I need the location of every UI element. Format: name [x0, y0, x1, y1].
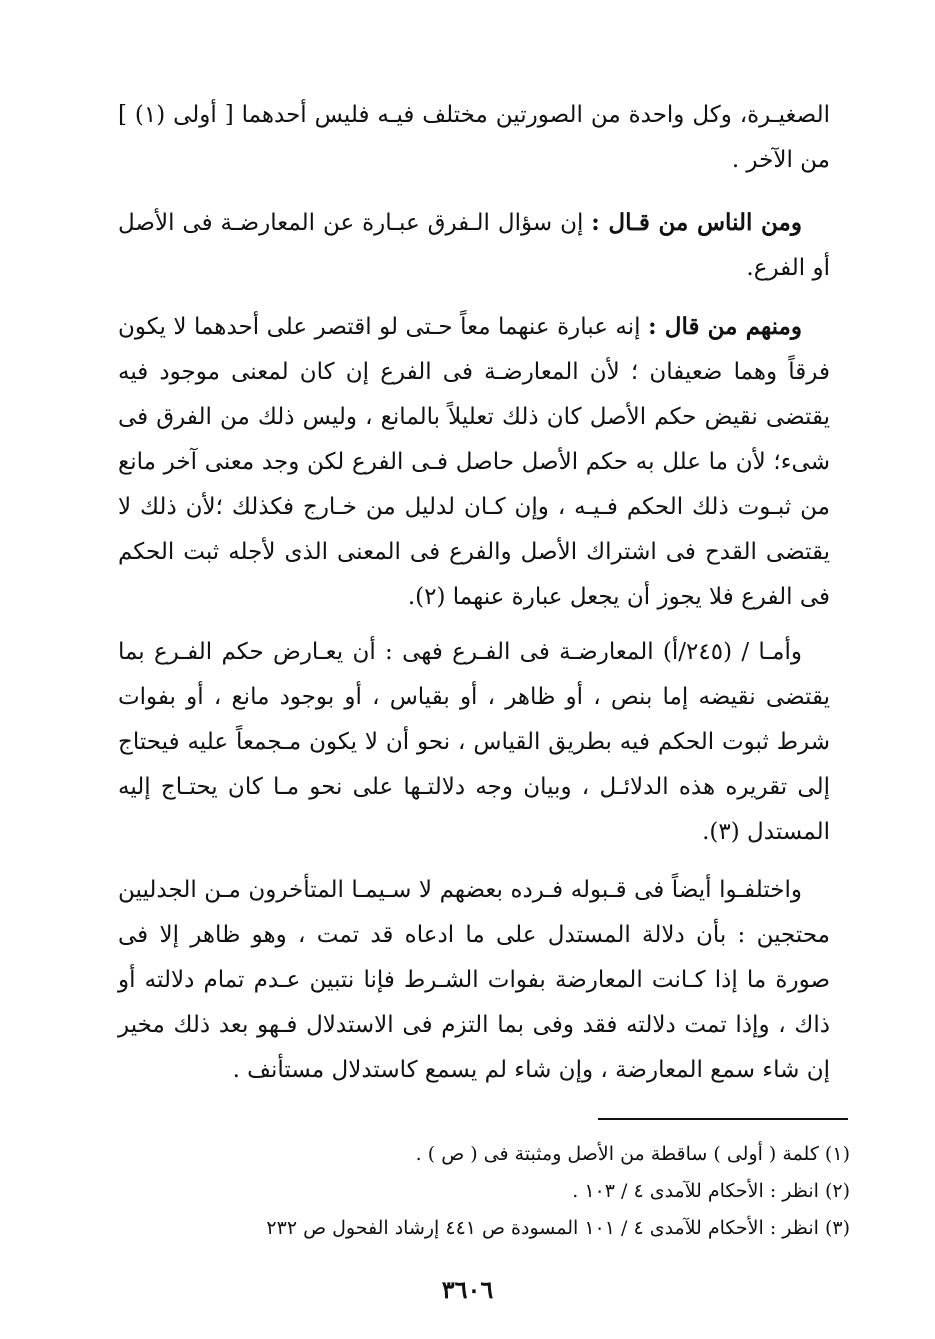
paragraph-2 [118, 200, 830, 291]
footnote-2: (٢) انظر : الأحكام للآمدى ٤ / ١٠٣ . [572, 1180, 850, 1202]
footnote-1: (١) كلمة ( أولى ) ساقطة من الأصل ومثبتة فى ( ص ) . [415, 1143, 850, 1165]
page-number: ٣٦٠٦ [441, 1275, 494, 1304]
main-text-5 [118, 868, 830, 1093]
main-text-3 [118, 304, 830, 620]
paragraph-2-lead: ومن الناس من قـال : [591, 209, 802, 236]
footnotes [150, 1136, 850, 1247]
paragraph-5 [118, 868, 830, 1093]
paragraph-1 [118, 92, 830, 183]
main-text [118, 92, 830, 183]
main-text-2 [118, 200, 830, 291]
paragraph-4-text: وأمـا / (٢٤٥/أ) المعارضـة فى الفـرع فهى : أن يعـارض حكم الفـرع بما يقتضى نقيضه إما بنص ، أو ظاهر ، أو بقياس ، أو بوجود مانع ، أو بفوات شرط ثبوت الحكم فيه بطريق القياس ، نحو أن لا يكون مـجمعاً عليه فيحتاج إلى تقريره هذه الدلائـل ، وبيان وجه دلالتـها على نحو مـا كان يحتـاج إليه المستدل (٣). [118, 639, 830, 845]
paragraph-3 [118, 304, 830, 620]
footnote-separator [598, 1118, 848, 1120]
paragraph-3-text: إنه عبارة عنهما معاً حـتى لو اقتصر على أحدهما لا يكون فرقاً وهما ضعيفان ؛ لأن المعارضـة فى الفرع إن كان لمعنى موجود فيه يقتضى نقيض حكم الأصل كان ذلك تعليلاً بالمانع ، وليس ذلك من الفرق فى شىء؛ لأن ما علل به حكم الأصل حاصل فـى الفرع لكن وجد معنى آخر مانع من ثبـوت ذلك الحكم فـيـه ، وإن كـان لدليل من خـارج فكذلك ؛لأن ذلك لا يقتضى القدح فى اشتراك الأصل والفرع فى المعنى الذى لأجله ثبت الحكم فى الفرع فلا يجوز أن يجعل عبارة عنهما (٢). [118, 314, 830, 610]
paragraph-3-lead: ومنهم من قال : [648, 313, 802, 340]
footnote-3: (٣) انظر : الأحكام للآمدى ٤ / ١٠١ المسودة ص ٤٤١ إرشاد الفحول ص ٢٣٢ [266, 1217, 850, 1239]
paragraph-5-text: واختلفـوا أيضاً فى قـبوله فـرده بعضهم لا سـيمـا المتأخرون مـن الجدليين محتجين : بأن دلالة المستدل على ما ادعاه قد تمت ، وهو ظاهر إلا فى صورة ما إذا كـانت المعارضة بفوات الشـرط فإنا نتبين عـدم تمام دلالته أو ذاك ، وإذا تمت دلالته فقد وفى بما التزم فى الاستدلال فـهو بعد ذلك مخير إن شاء سمع المعارضة ، وإن شاء لم يسمع كاستدلال مستأنف . [118, 877, 830, 1083]
paragraph-1-text: الصغيـرة، وكل واحدة من الصورتين مختلف فيـه فليس أحدهما [ أولى (١) ] من الآخر . [118, 102, 830, 173]
paragraph-2-text: إن سؤال الـفرق عبـارة عن المعارضـة فى الأصل أو الفرع. [118, 210, 830, 281]
paragraph-4 [118, 630, 830, 855]
main-text-4 [118, 630, 830, 855]
